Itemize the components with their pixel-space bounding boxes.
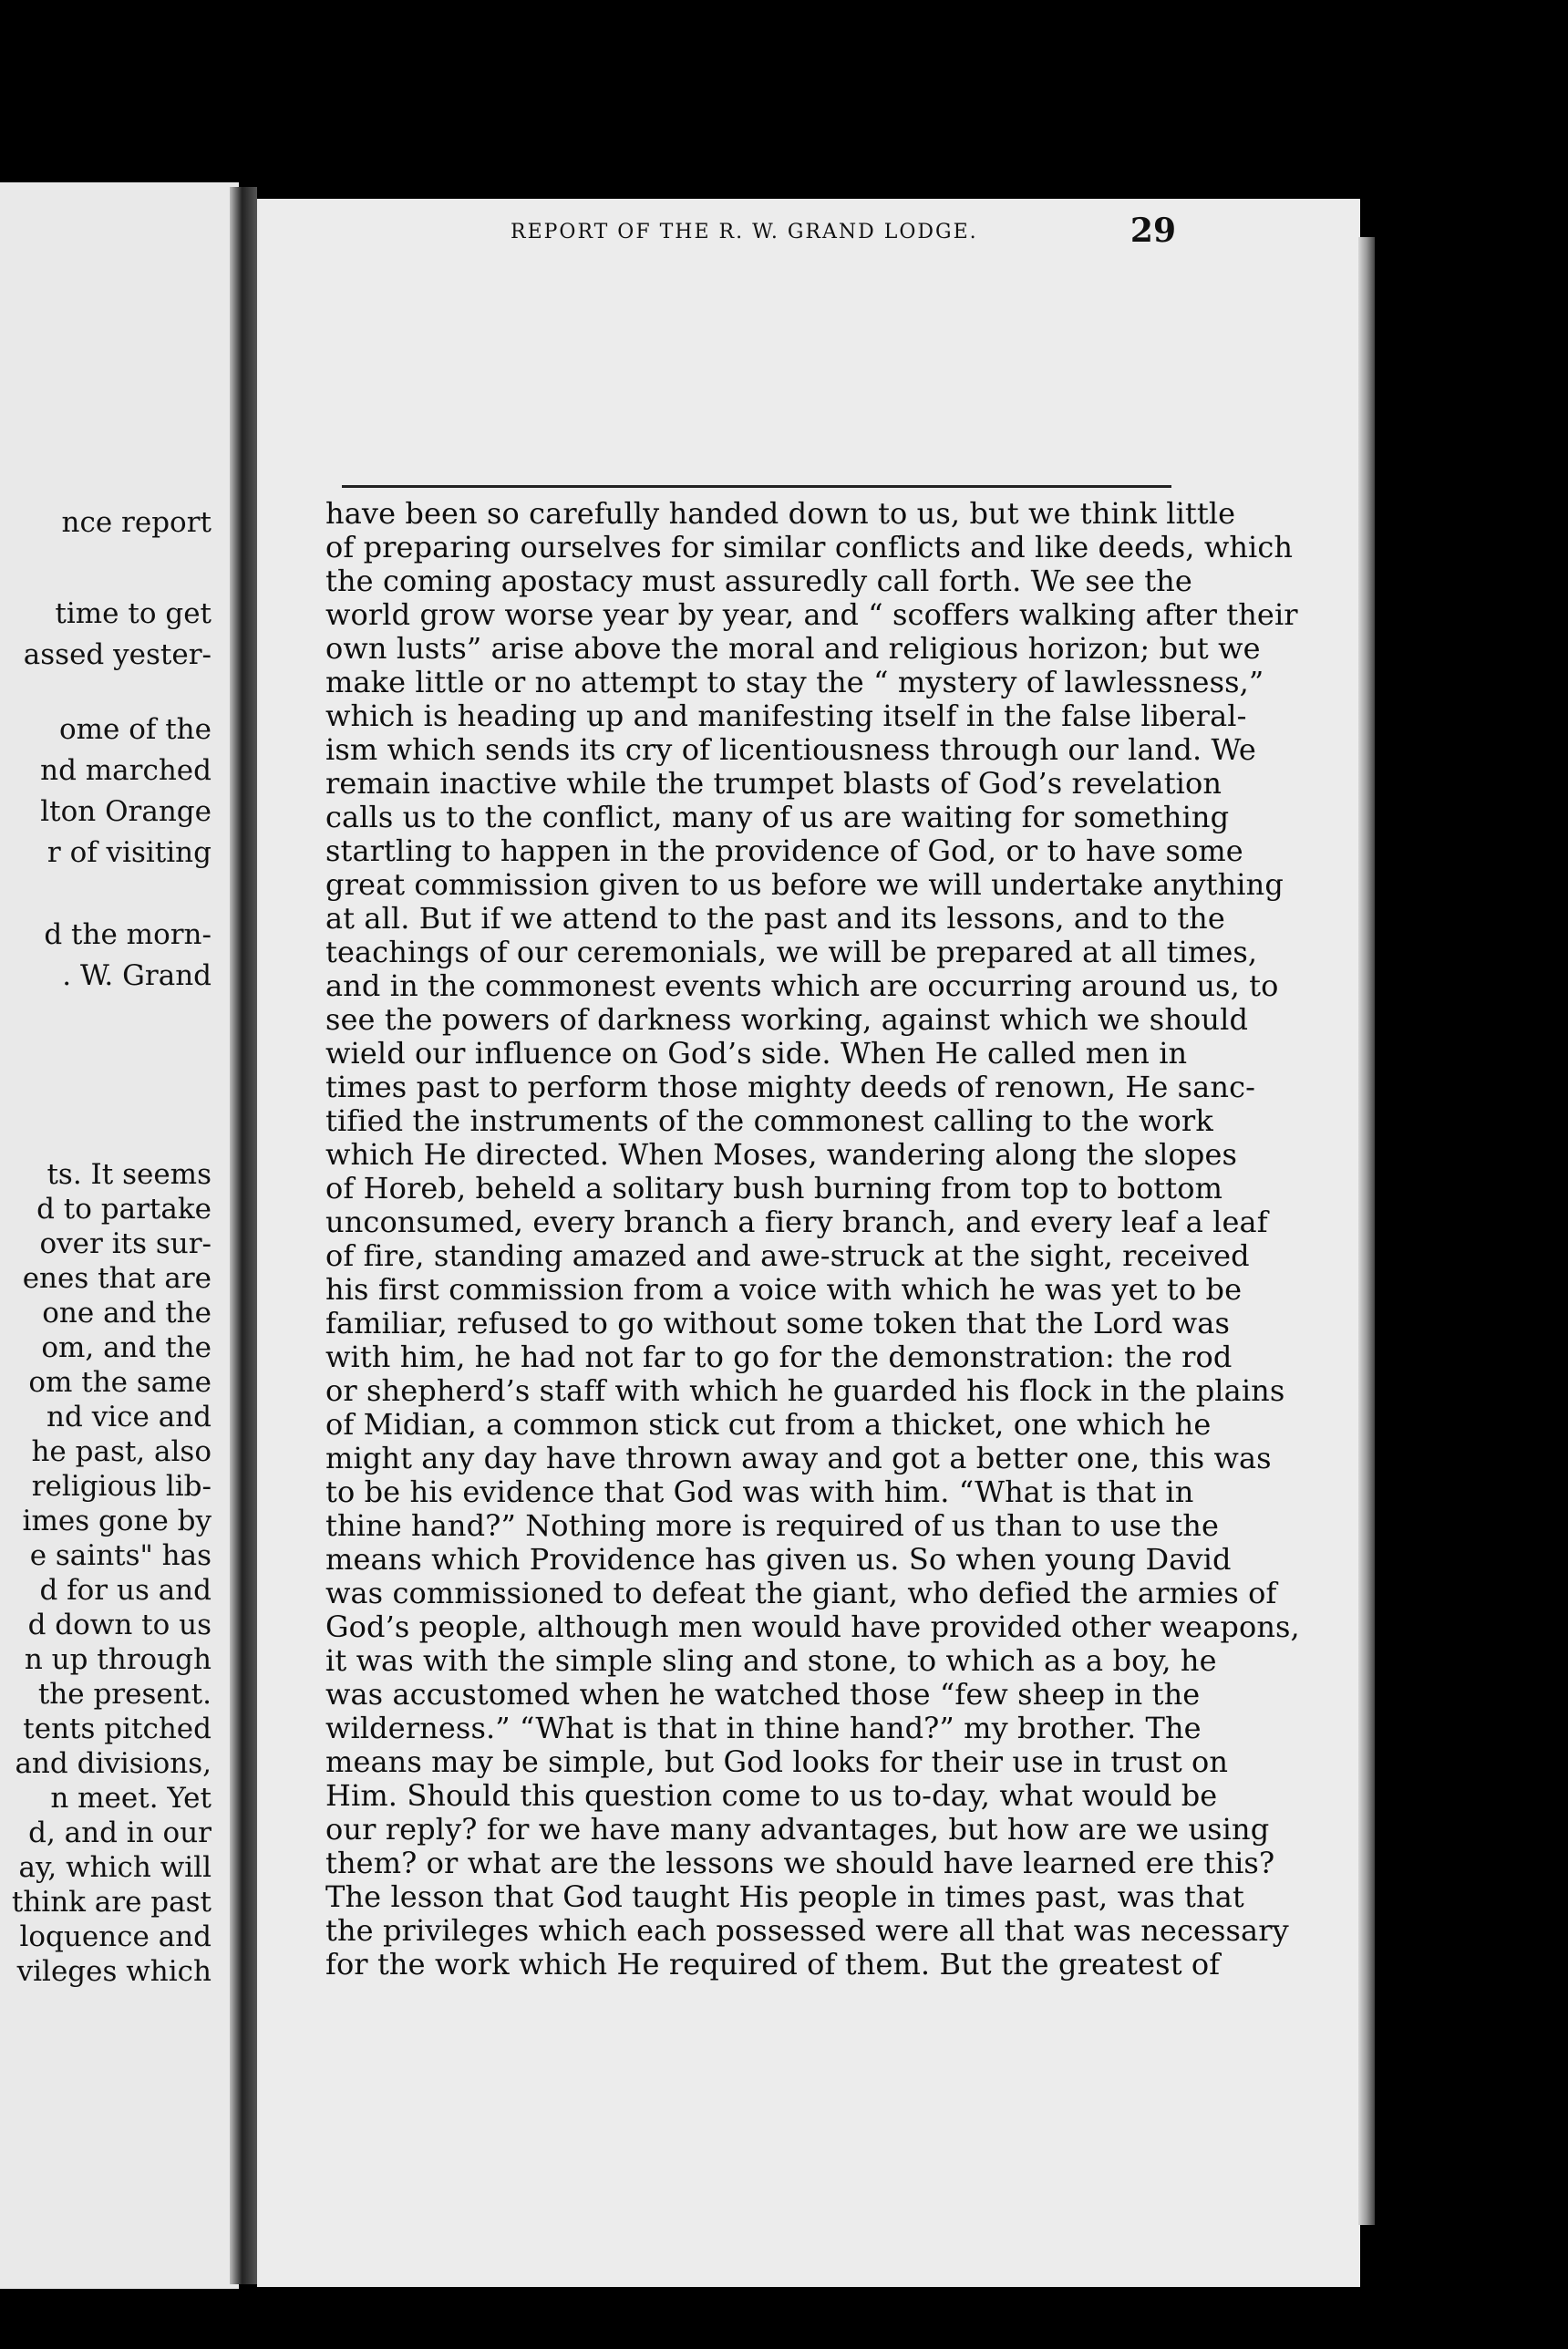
body-line: thine hand?” Nothing more is required of us than to use the [325,1508,1219,1543]
page-number: 29 [1130,212,1176,250]
body-line: times past to perform those mighty deeds of renown, He sanc- [325,1070,1255,1104]
left-page-line: he past, also [31,1435,211,1468]
body-line: means may be simple, but God looks for their use in trust on [325,1744,1229,1779]
body-line: it was with the simple sling and stone, to which as a boy, he [325,1643,1217,1678]
left-page-line: om the same [28,1366,211,1399]
left-page-line: ts. It seems [46,1158,211,1191]
left-page-line: imes gone by [22,1505,211,1537]
body-line: familiar, refused to go without some token that the Lord was [325,1306,1230,1340]
body-line: of Midian, a common stick cut from a thicket, one which he [325,1407,1212,1442]
body-line: with him, he had not far to go for the demonstration: the rod [325,1340,1233,1374]
left-page-line: om, and the [41,1331,211,1364]
body-line: wilderness.” “What is that in thine hand?” my brother. The [325,1711,1202,1745]
left-page-line: d down to us [27,1609,211,1641]
left-page-line: n up through [24,1643,211,1676]
body-line: was accustomed when he watched those “few sheep in the [325,1677,1201,1712]
body-line: was commissioned to defeat the giant, who defied the armies of [325,1576,1277,1610]
body-line: the coming apostacy must assuredly call forth. We see the [325,564,1192,598]
left-page-line: d for us and [39,1574,211,1607]
left-page-line: one and the [42,1297,211,1330]
header-rule [342,485,1171,488]
body-line: remain inactive while the trumpet blasts of God’s revelation [325,766,1222,801]
body-line: Him. Should this question come to us to-day, what would be [325,1778,1218,1813]
body-line: startling to happen in the providence of God, or to have some [325,833,1243,868]
body-text [325,496,1300,1982]
left-facing-page [0,182,239,2289]
body-line: of Horeb, beheld a solitary bush burning from top to bottom [325,1171,1223,1206]
body-line: tified the instruments of the commonest calling to the work [325,1103,1213,1138]
body-line: which He directed. When Moses, wandering along the slopes [325,1137,1238,1172]
body-line: our reply? for we have many advantages, but how are we using [325,1812,1270,1847]
body-line: great commission given to us before we will undertake anything [325,867,1284,902]
body-line: The lesson that God taught His people in times past, was that [325,1879,1244,1914]
body-line: own lusts” arise above the moral and religious horizon; but we [325,631,1261,666]
left-page-line: ay, which will [18,1851,211,1884]
body-line: means which Providence has given us. So when young David [325,1542,1232,1577]
body-line: teachings of our ceremonials, we will be prepared at all times, [325,935,1258,969]
body-line: might any day have thrown away and got a better one, this was [325,1441,1272,1475]
left-page-line: ome of the [58,713,211,746]
left-page-line: time to get [55,597,211,630]
left-page-line: nd vice and [46,1401,211,1433]
page-edge [1358,237,1375,2225]
left-page-line: loquence and [19,1920,211,1953]
left-page-line: religious lib- [31,1470,211,1503]
left-page-line: nce report [61,506,211,539]
left-page-line: r of visiting [46,836,211,869]
left-page-line: and divisions, [15,1747,211,1780]
body-line: have been so carefully handed down to us, but we think little [325,496,1236,531]
body-line: ism which sends its cry of licentiousness through our land. We [325,732,1256,767]
body-line: the privileges which each possessed were all that was necessary [325,1913,1289,1948]
left-page-line: n meet. Yet [50,1782,211,1815]
body-line: wield our influence on God’s side. When He called men in [325,1036,1188,1071]
body-line: God’s people, although men would have provided other weapons, [325,1609,1300,1644]
body-line: to be his evidence that God was with him. “What is that in [325,1475,1194,1509]
body-line: his first commission from a voice with which he was yet to be [325,1272,1243,1307]
body-line: calls us to the conflict, many of us are waiting for something [325,800,1230,834]
body-line: of fire, standing amazed and awe-struck at the sight, received [325,1238,1250,1273]
body-line: them? or what are the lessons we should have learned ere this? [325,1846,1275,1880]
left-page-line: nd marched [40,754,211,787]
body-line: make little or no attempt to stay the “ mystery of lawlessness,” [325,665,1264,699]
book-gutter [230,187,257,2284]
left-page-line: enes that are [22,1262,211,1295]
body-line: world grow worse year by year, and “ scoffers walking after their [325,597,1298,632]
left-page-line: lton Orange [40,795,211,828]
body-line: unconsumed, every branch a fiery branch, and every leaf a leaf [325,1205,1268,1239]
body-line: of preparing ourselves for similar conflicts and like deeds, which [325,530,1294,564]
body-line: which is heading up and manifesting itself in the false liberal- [325,698,1247,733]
left-page-line: d the morn- [44,918,211,951]
left-page-line: e saints" has [29,1539,211,1572]
left-page-line: . W. Grand [62,959,211,992]
body-line: see the powers of darkness working, against which we should [325,1002,1249,1037]
running-head: REPORT OF THE R. W. GRAND LODGE. [511,221,978,243]
left-page-line: d, and in our [28,1816,211,1849]
left-page-line: vileges which [16,1955,211,1988]
left-page-line: the present. [37,1678,211,1711]
body-line: for the work which He required of them. But the greatest of [325,1947,1221,1982]
body-line: at all. But if we attend to the past and its lessons, and to the [325,901,1225,936]
left-page-line: d to partake [36,1193,211,1226]
left-page-line: tents pitched [23,1713,211,1745]
left-page-line: assed yester- [23,638,211,671]
left-page-line: over its sur- [39,1227,211,1260]
body-line: or shepherd’s staff with which he guarded his flock in the plains [325,1373,1285,1408]
body-line: and in the commonest events which are occurring around us, to [325,968,1279,1003]
left-page-line: think are past [11,1886,211,1919]
page-header [511,212,1176,257]
